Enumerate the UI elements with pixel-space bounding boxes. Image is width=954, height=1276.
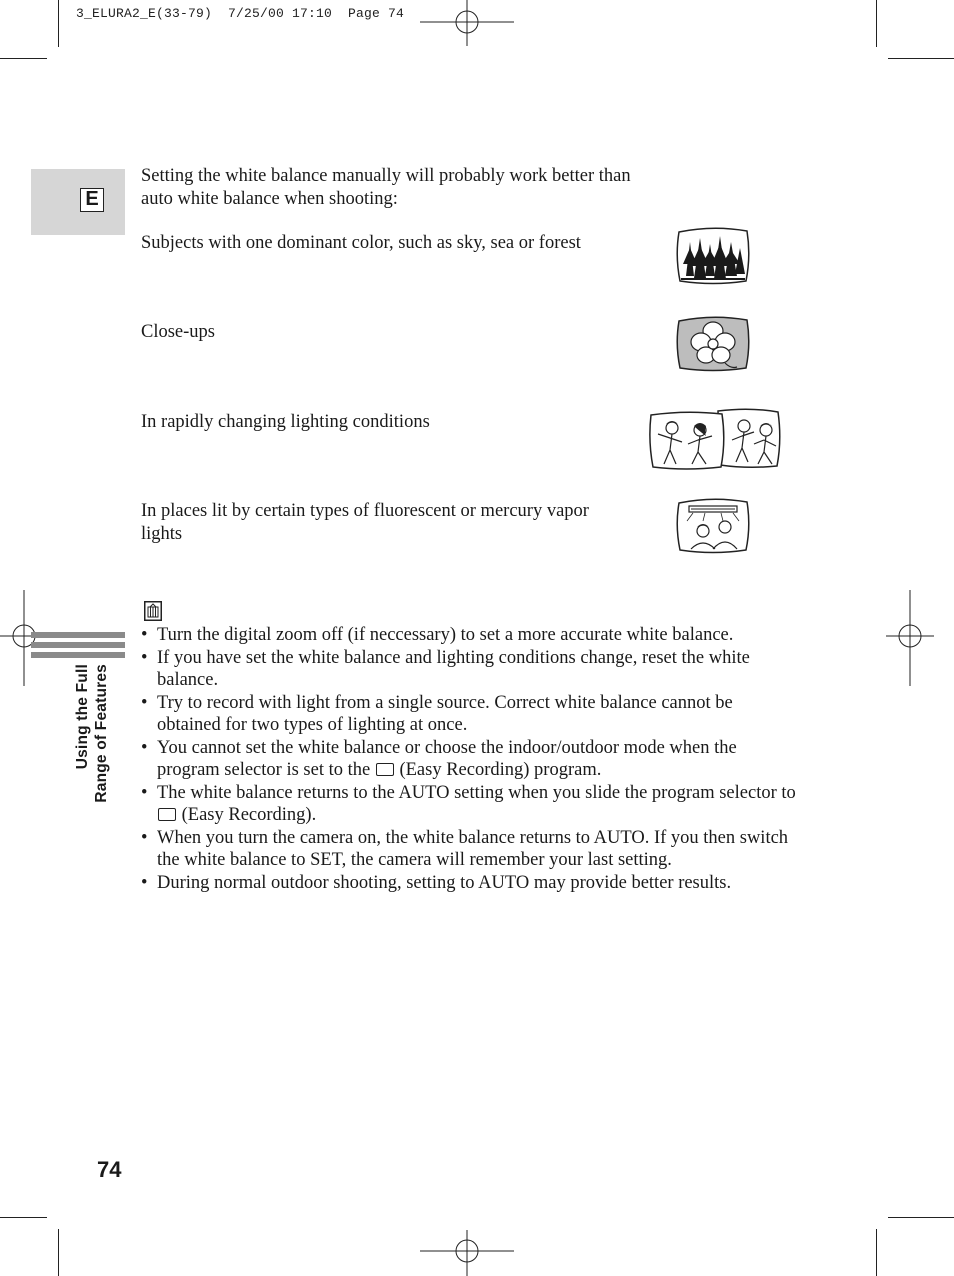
note-text: During normal outdoor shooting, setting to AUTO may provide better results. [157,872,732,893]
note-memo-icon [144,601,162,621]
list-item [141,624,801,647]
crop-mark [58,0,59,47]
divider [31,652,125,658]
dancing-people-illustration-icon [648,408,782,475]
bullet: • [141,827,148,848]
bullet: • [141,692,148,713]
easy-recording-box-icon [158,808,176,821]
language-tab-letter: E [80,188,104,212]
list-item [141,647,801,692]
crop-mark [888,58,954,59]
registration-mark-icon [420,1230,516,1276]
side-label-line: Range of Features [93,664,110,803]
intro-paragraph: Setting the white balance manually will probably work better than auto white balance when shooting: [141,166,631,209]
condition-text: In rapidly changing lighting conditions [141,412,430,432]
bullet: • [141,647,148,668]
list-item [141,692,801,737]
list-item [141,827,801,872]
list-item [141,872,801,895]
note-text: The white balance returns to the AUTO setting when you slide the program selector to [157,782,796,803]
note-text: (Easy Recording) program. [399,760,602,780]
condition-text: Subjects with one dominant color, such as sky, sea or forest [141,233,581,253]
crop-mark [0,58,47,59]
crop-mark [876,1229,877,1276]
registration-mark-icon [886,590,934,686]
side-section-bars [31,632,125,662]
registration-mark-icon [420,0,516,46]
condition-text: In places lit by certain types of fluorescent or mercury vapor lights [141,501,589,544]
divider [31,632,125,638]
note-text: You cannot set the white balance or choose the indoor/outdoor mode when the program selector is set to the [157,737,737,780]
side-label-line: Using the Full [74,664,91,770]
note-text: Try to record with light from a single source. Correct white balance cannot be obtained for two types of lighting at once. [157,692,733,735]
crop-mark [876,0,877,47]
bullet: • [141,625,148,645]
forest-illustration-icon [675,226,751,291]
note-text: When you turn the camera on, the white balance returns to AUTO. If you then switch the white balance to SET, the camera will remember your last setting. [157,827,789,870]
divider [31,642,125,648]
bullet: • [141,737,148,758]
note-text: Turn the digital zoom off (if neccessary) to set a more accurate white balance. [157,625,734,645]
list-item [141,782,801,827]
page-number: 74 [97,1157,122,1182]
fluorescent-lit-room-illustration-icon [675,497,751,560]
crop-mark [0,1217,47,1218]
easy-recording-box-icon [376,763,394,776]
language-tab [31,169,125,235]
condition-text: Close-ups [141,322,215,342]
bullet: • [141,872,148,893]
crop-mark [58,1229,59,1276]
notes-list [141,624,801,894]
list-item [141,737,801,782]
note-text: If you have set the white balance and lighting conditions change, reset the white balance. [157,647,750,690]
section-side-label [73,664,111,824]
note-text: (Easy Recording). [181,805,317,825]
bullet: • [141,782,148,803]
flower-closeup-illustration-icon [675,315,751,378]
crop-mark [888,1217,954,1218]
print-header: 3_ELURA2_E(33-79) 7/25/00 17:10 Page 74 [76,6,405,21]
